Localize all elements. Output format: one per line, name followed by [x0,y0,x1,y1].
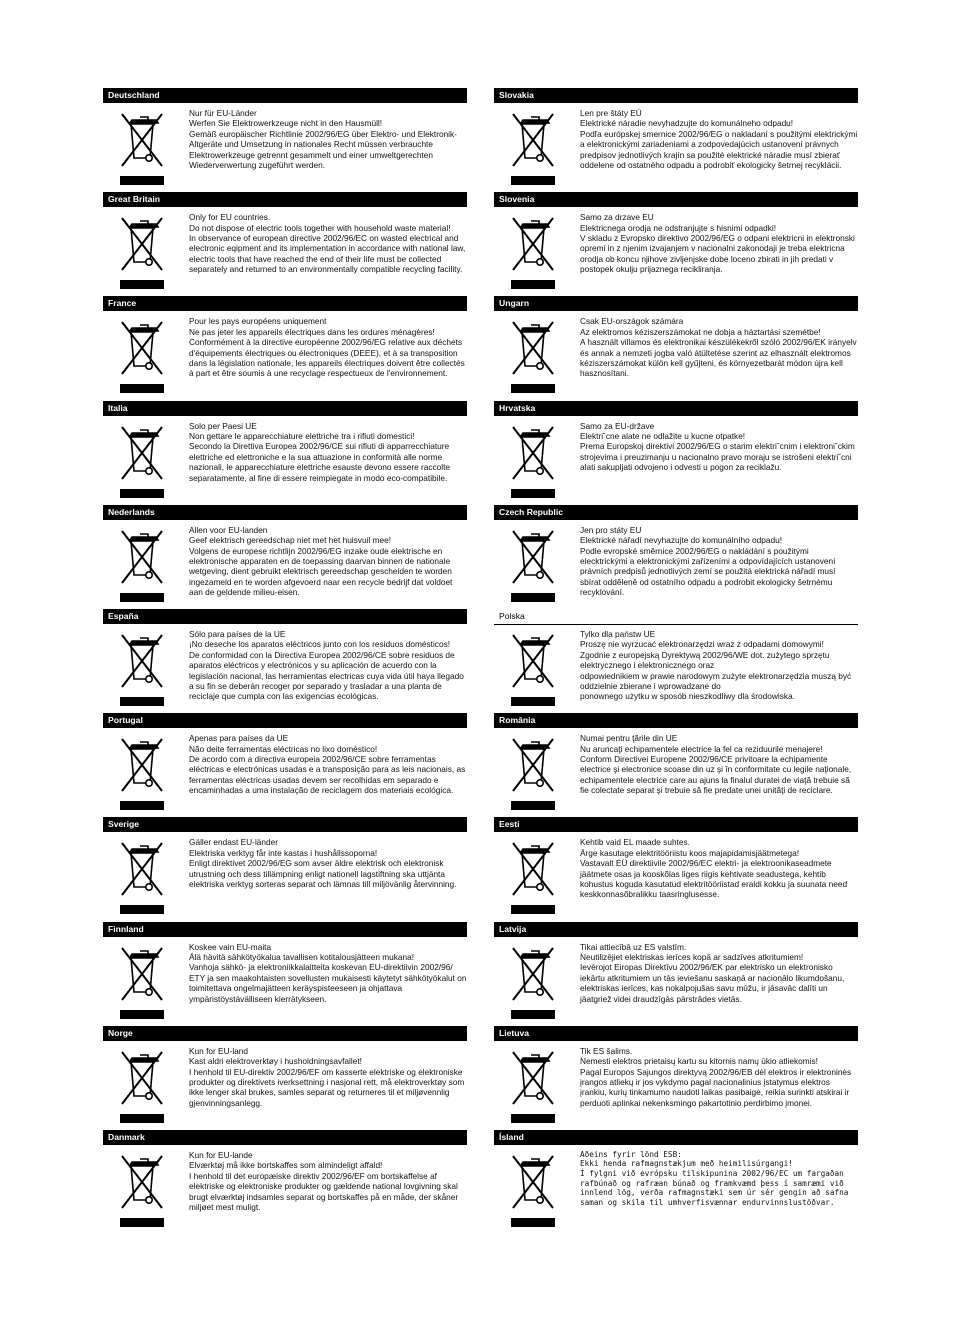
weee-symbol [118,1046,166,1126]
notice-line: ¡No deseche los aparatos eléctricos junto con los residuos domésticos! [189,639,451,650]
country-header: Czech Republic [494,505,858,520]
notice-line: Sólo para países de la UE [189,628,286,639]
notice-line: Elektriska verktyg får inte kastas i hushållssoporna! [189,847,378,858]
notice-line: Í fylgni við evrópsku tilskipunina 2002/96/EC um fargaðan rafbúnað og rafræan búnað og framkvæmd þess í samræmi við innlend lög, verða rafmagnstæki sem úr sér gengin að safna saman og skila til umhverfisvænnar endurvinnslustöðvar. [580,1169,849,1207]
notice-text [189,733,467,795]
crossed-out-wheelie-bin-icon [118,942,166,1022]
crossed-out-wheelie-bin-icon [509,733,557,813]
crossed-out-wheelie-bin-icon [118,837,166,917]
notice-line: Do not dispose of electric tools together with household waste material! [189,222,451,233]
weee-symbol [118,525,166,605]
country-header: Norge [103,1026,467,1041]
notice-text [189,108,467,170]
notice-text [580,629,858,702]
left-column [103,88,467,1234]
notice-line: Elektricnega orodja ne odstranjujte s hisnimi odpadki! [580,222,777,233]
crossed-out-wheelie-bin-icon [509,525,557,605]
weee-symbol [509,629,557,709]
weee-symbol [118,421,166,501]
notice-text [189,316,467,378]
notice-line: Vanhoja sähkö- ja elektroniikkalaitteita koskevan EU-direktiivin 2002/96/ ETY ja sen maakohtaisten sovellusten mukaisesti käytetyt sähkötyökalut on toimitettava ongelmajätteen keräyspisteeseen ja ohjattava ympäristöystävälliseen kierrätykseen. [189,962,467,1004]
notice-line: Numai pentru ţările din UE [580,733,678,744]
country-header: Deutschland [103,88,467,103]
section-left-4 [103,505,467,609]
country-header: Great Britain [103,192,467,207]
country-header: Slovenia [494,192,858,207]
notice-line: Kun for EU-lande [189,1149,253,1160]
notice-text [580,525,858,598]
notice-line: Elværktøj må ikke bortskaffes som almindeligt affald! [189,1160,383,1171]
weee-symbol [509,837,557,917]
section-right-6 [494,713,858,817]
notice-line: Len pre štáty EÚ [580,108,642,118]
weee-symbol [118,629,166,709]
section-right-1 [494,192,858,296]
crossed-out-wheelie-bin-icon [509,1046,557,1126]
crossed-out-wheelie-bin-icon [118,1046,166,1126]
notice-line: Nu aruncaţi echipamentele electrice la fel ca reziduurile menajere! [580,743,823,754]
crossed-out-wheelie-bin-icon [509,212,557,292]
notice-line: Podle evropské směrnice 2002/96/EG o nakládání s použitými elecktrickými a elektronickými zařízeními a odpovídajících ustanovení právních predpisů jednotlivých zemí se použitá elektrická nářadí musí sbírat odděleně od ostatního odpadu a podrobit ekologicky šetrnému recyklování. [580,545,836,598]
notice-line: Koskee vain EU-maita [189,941,272,952]
notice-text [580,837,858,899]
country-header: Ísland [494,1130,858,1145]
section-left-10 [103,1130,467,1234]
country-header: España [103,609,467,624]
country-header: Ungarn [494,296,858,311]
weee-symbol [509,108,557,188]
crossed-out-wheelie-bin-icon [118,629,166,709]
crossed-out-wheelie-bin-icon [118,316,166,396]
notice-text [189,629,467,702]
notice-text [189,1150,467,1212]
section-right-10 [494,1130,858,1234]
section-left-1 [103,192,467,296]
notice-text [189,837,467,889]
notice-line: Non gettare le apparecchiature elettriche tra i rifiuti domestici! [189,430,415,441]
notice-text [580,1046,858,1108]
country-header: Eesti [494,817,858,832]
section-right-0 [494,88,858,192]
notice-line: Gäller endast EU-länder [189,837,279,848]
crossed-out-wheelie-bin-icon [509,108,557,188]
weee-symbol [509,316,557,396]
country-header: Danmark [103,1130,467,1145]
country-header: Slovakia [494,88,858,103]
notice-line: Tylko dla państw UE [580,628,656,639]
section-right-8 [494,922,858,1026]
right-column [494,88,858,1234]
notice-line: Älä hävitä sähkötyökalua tavallisen kotitalousjätteen mukana! [189,951,415,962]
weee-symbol [118,942,166,1022]
crossed-out-wheelie-bin-icon [118,525,166,605]
crossed-out-wheelie-bin-icon [118,1150,166,1230]
section-left-3 [103,401,467,505]
weee-symbol [118,1150,166,1230]
weee-symbol [509,942,557,1022]
weee-symbol [509,421,557,501]
notice-text [580,942,858,1004]
notice-line: Nur für EU-Länder [189,108,257,118]
notice-text [189,1046,467,1108]
crossed-out-wheelie-bin-icon [118,733,166,813]
notice-line: Nemesti elektros prietaisų kartu su kitornis namų ūkio atliekomis! [580,1056,818,1067]
country-header: Nederlands [103,505,467,520]
notice-line: Kehtib vaid EL maade suhtes. [580,837,690,848]
country-header: Lietuva [494,1026,858,1041]
notice-line: Solo per Paesi UE [189,420,257,431]
notice-line: Jen pro státy EU [580,524,642,535]
notice-line: Conformément à la directive européenne 2002/96/EG relative aux déchets d'équipements électriques ou électroniques (DEEE), et à sa transposition dans la législation nationale, les appareils électriques doivent être collectés à part et être soumis à une recyclage respectueux de l'environnement. [189,337,465,379]
notice-line: Não deite ferramentas eléctricas no lixo doméstico! [189,743,378,754]
country-header: Italia [103,401,467,416]
notice-text [580,1150,858,1208]
crossed-out-wheelie-bin-icon [509,421,557,501]
crossed-out-wheelie-bin-icon [118,421,166,501]
weee-symbol [509,1046,557,1126]
weee-symbol [509,525,557,605]
section-right-5 [494,609,858,713]
notice-line: Kast aldri elektroverktøy i husholdningsavfallet! [189,1056,362,1067]
section-left-8 [103,922,467,1026]
country-header: Sverige [103,817,467,832]
notice-text [580,733,858,795]
notice-line: Csak EU-országok számára [580,316,684,327]
country-header: Polska [494,609,858,625]
notice-line: Gemäß europäischer Richtlinie 2002/96/EG über Elektro- und Elektronik-Altgeräte und Umsetzung in nationales Recht müssen verbrauchte Elektrowerkzeuge getrennt gesammelt und einer umweltgerechten Wiederverwertung zugeführt werden. [189,128,457,171]
notice-line: Geef elektrisch gereedschap niet met het huisvuil mee! [189,535,391,546]
crossed-out-wheelie-bin-icon [509,942,557,1022]
notice-line: Volgens de europese richtlijn 2002/96/EG inzake oude elektrische en elektronische apparaten en de toepassing daarvan binnen de nationale wetgeving, dient gebruikt elektrisch gereedschap gescheiden te worden ingezameld en te worden afgevoerd naar een recycle bedrijf dat voldoet aan de geldende milieu-eisen. [189,545,453,598]
notice-line: Podľa európskej smernice 2002/96/EG o nakladaní s použitými elektrickými a elektronickými zariadeniami a zodpovedajúcich ustanovení právnych predpisov jednotlivých krajín sa použité elektrické náradie musí zbierať oddelene od ostatného odpadu a podrobiť ekologicky šetrnej recyklácii. [580,128,858,171]
notice-line: Ne pas jeter les appareils électriques dans les ordures ménagères! [189,326,435,337]
notice-line: Tik ES šalims. [580,1045,633,1056]
notice-text [189,212,467,274]
notice-text [189,525,467,598]
notice-text [580,316,858,378]
weee-symbol [509,1150,557,1230]
notice-line: Neutilizējiet elektriskas ierīces kopā ar sadzīves atkritumiem! [580,951,804,962]
notice-line: Samo za EU-države [580,420,655,431]
notice-line: I henhold til EU-direktiv 2002/96/EF om kasserte elektriske og elektroniske produkter og direktivets iverksettning i nasjonal rett, må elektroverktøy som ikke lenger skal brukes, samles separat og returneres til et miljøvennlig gjenvinningsanlegg. [189,1066,465,1108]
country-header: Hrvatska [494,401,858,416]
section-right-3 [494,401,858,505]
notice-line: Pour les pays européens uniquement [189,316,327,327]
section-left-2 [103,296,467,400]
notice-line: Only for EU countries. [189,212,271,223]
section-left-0 [103,88,467,192]
crossed-out-wheelie-bin-icon [509,316,557,396]
notice-line: De acordo com a directiva europeia 2002/96/CE sobre ferramentas eléctricas e electrónicas usadas e a transposição para as leis nacionais, as ferramentas eléctricas usadas devem ser recolhidas em separado e encaminhadas a uma instalação de reciclagem dos materiais ecológica. [189,753,466,796]
notice-line: Elektrické nářadí nevyhazujte do komunálního odpadu! [580,535,783,546]
notice-line: Vastavalt EÜ direktiivile 2002/96/EC elektri- ja elektroonikaseadmete jäätmete osas ja kooskõlas liges riigis kehtivate seadustega, kehtib kohustus koguda kasutatud elektritööriistad eraldi kokku ja suunata need keskkonnasõbralikku taasringlusesse. [580,858,848,900]
crossed-out-wheelie-bin-icon [118,108,166,188]
notice-line: Enligt direktivet 2002/96/EG som avser äldre elektrisk och elektronisk utrustning och dess tillämpning enligt nationell lagstiftning ska uttjänta elektriska verktyg sorteras separat och lämnas till miljövänlig återvinning. [189,858,457,889]
country-header: Portugal [103,713,467,728]
notice-line: Samo za drzave EU [580,212,654,223]
country-header: France [103,296,467,311]
weee-symbol [118,837,166,917]
crossed-out-wheelie-bin-icon [509,837,557,917]
notice-line: Pagal Europos Sajungos direktyvą 2002/96/EB dėl elektros ir elektroninės įrangos atliekų ir jos vykdymo pagal nacionalinius įstatymus elektros įrankiu, kurių tinkamumo naudoti laikas pasibaigė, reikia surinkti atskirai ir perduoti aplinkai nekenksmingo pakartotinio perdirbimo įmonei. [580,1066,852,1108]
section-left-5 [103,609,467,713]
notice-line: In observance of european directive 2002/96/EC on wasted electrical and electronic eqipment and its implementation in accordance with national law, electric tools that have reached the end of their life must be collected separately and returned to an environmentally compatible recycling facility. [189,233,466,275]
section-right-4 [494,505,858,609]
notice-line: Werfen Sie Elektrowerkzeuge nicht in den Hausmüll! [189,118,383,129]
notice-line: odpowiednikiem w prawie narodowym zużyte elektronarzędzia muszą być oddzielnie zbierane i wprowadzane do [580,670,852,691]
notice-line: Tikai attiecībā uz ES valstīm. [580,941,687,952]
country-header: România [494,713,858,728]
weee-symbol [118,108,166,188]
section-right-9 [494,1026,858,1130]
notice-line: Prema Europskoj direktivi 2002/96/EG o starim elektri˘cnim i elektroni˘ckim strojevima i preuzimanju u nacionalno pravo moraju se istrošeni elektri˘cni alati sakupljati odvojeno i odvesti u pogon za reciklažu. [580,441,855,473]
notice-line: Apenas para países da UE [189,733,289,744]
notice-line: Ärge kasutage elektritööriistu koos majapidamisjäätmetega! [580,847,800,858]
weee-symbol [118,316,166,396]
notice-line: De conformidad con la Directiva Europea 2002/96/CE sobre residuos de aparatos eléctricos y electrónicos y su aplicación de acuerdo con la legislación nacional, las herramientas electricas cuya vida útil haya llegado a su fin se deberán recoger por separado y trasladar a una planta de reciclaje que cumpla con las exigencias ecológicas. [189,649,464,702]
notice-line: Proszę nie wyrzucać elektronarzędzi wraz z odpadami domowymi! [580,639,824,650]
section-left-9 [103,1026,467,1130]
country-header: Latvija [494,922,858,937]
notice-line: A használt villamos és elektronikai készülékekről szóló 2002/96/EK irányelv és annak a nemzeti jogba való átültetése szerint az elhasznált elektromos kéziszerszámokat külön kell gyűjteni, és környezetbarát módon újra kell hasznosítani. [580,337,857,379]
notice-text [189,421,467,483]
weee-symbol [509,733,557,813]
notice-line: Allen voor EU-landen [189,524,268,535]
notice-line: Aðeins fyrir lönd ESB: [580,1149,682,1159]
notice-text [580,421,858,473]
section-right-2 [494,296,858,400]
notice-line: V skladu z Evropsko direktivo 2002/96/EG o odpani elektricni in elektronski opremi in z njenim izvajanjem v nacionalni zakonodaji je treba elektricna orodja ob koncu njihove zivljenjske dobe loceno zbirati in jih predati v postopek okulju prijaznega recikliranja. [580,233,855,275]
notice-text [580,108,858,170]
notice-line: Ievērojot Eiropas Direktīvu 2002/96/EK par elektrisko un elektronisko iekārtu atkritumiem un tās ieviešanu saskaņā ar nacionālo likumdošanu, elektriskas ierīces, kas nokalpojušas savu mūžu, ir jāsavāc dalīti un jāatgriež videi draudzīgās pārstrādes vietās. [580,962,845,1004]
notice-line: Conform Directivei Europene 2002/96/CE privitoare la echipamente electrice şi electronice scoase din uz şi în conformitate cu legile naţionale, echipamentele electrice care au ajuns la finalul duratei de viaţă trebuie să fie colectate separat şi trebuie să fie predate unei unităţi de reciclare. [580,753,852,796]
notice-line: I henhold til det europæiske direktiv 2002/96/EF om bortskaffelse af elektriske og elektroniske produkter og gældende national lovgivning skal brugt elværktøj indsamles separat og bortskaffes på en måde, der skåner miljøet mest muligt. [189,1170,459,1212]
notice-line: Elektri˘cne alate ne odlažite u kucne otpatke! [580,430,746,441]
crossed-out-wheelie-bin-icon [509,1150,557,1230]
notice-line: Elektrické náradie nevyhadzujte do komunálneho odpadu! [580,118,794,129]
section-right-7 [494,817,858,921]
notice-line: ponownego użytku w sposób nieszkodliwy dla środowiska. [580,691,795,702]
crossed-out-wheelie-bin-icon [509,629,557,709]
crossed-out-wheelie-bin-icon [118,212,166,292]
country-header: Finnland [103,922,467,937]
notice-line: Kun for EU-land [189,1045,249,1056]
section-left-7 [103,817,467,921]
notice-text [189,942,467,1004]
notice-line: Secondo la Direttiva Europea 2002/96/CE sui rifiuti di apparrecchiature elettriche ed elettroniche e la sua attuazione in conformità alle norme nazionali, le apparecchiature elettriche esauste devono essere raccolte separatamente, al fine di essere reimpiegate in modo eco-compatibile. [189,441,451,483]
weee-symbol [509,212,557,292]
weee-symbol [118,212,166,292]
notice-line: Az elektromos kéziszerszámokat ne dobja a háztartási szemétbe! [580,326,821,337]
section-left-6 [103,713,467,817]
weee-symbol [118,733,166,813]
notice-text [580,212,858,274]
notice-line: Ekki henda rafmagnstækjum með heimilisúrgangi! [580,1159,793,1169]
notice-line: Zgodnie z europejską Dyrektywą 2002/96/WE dot. zużytego sprzętu elektrycznego i elektronicznego oraz [580,649,830,671]
